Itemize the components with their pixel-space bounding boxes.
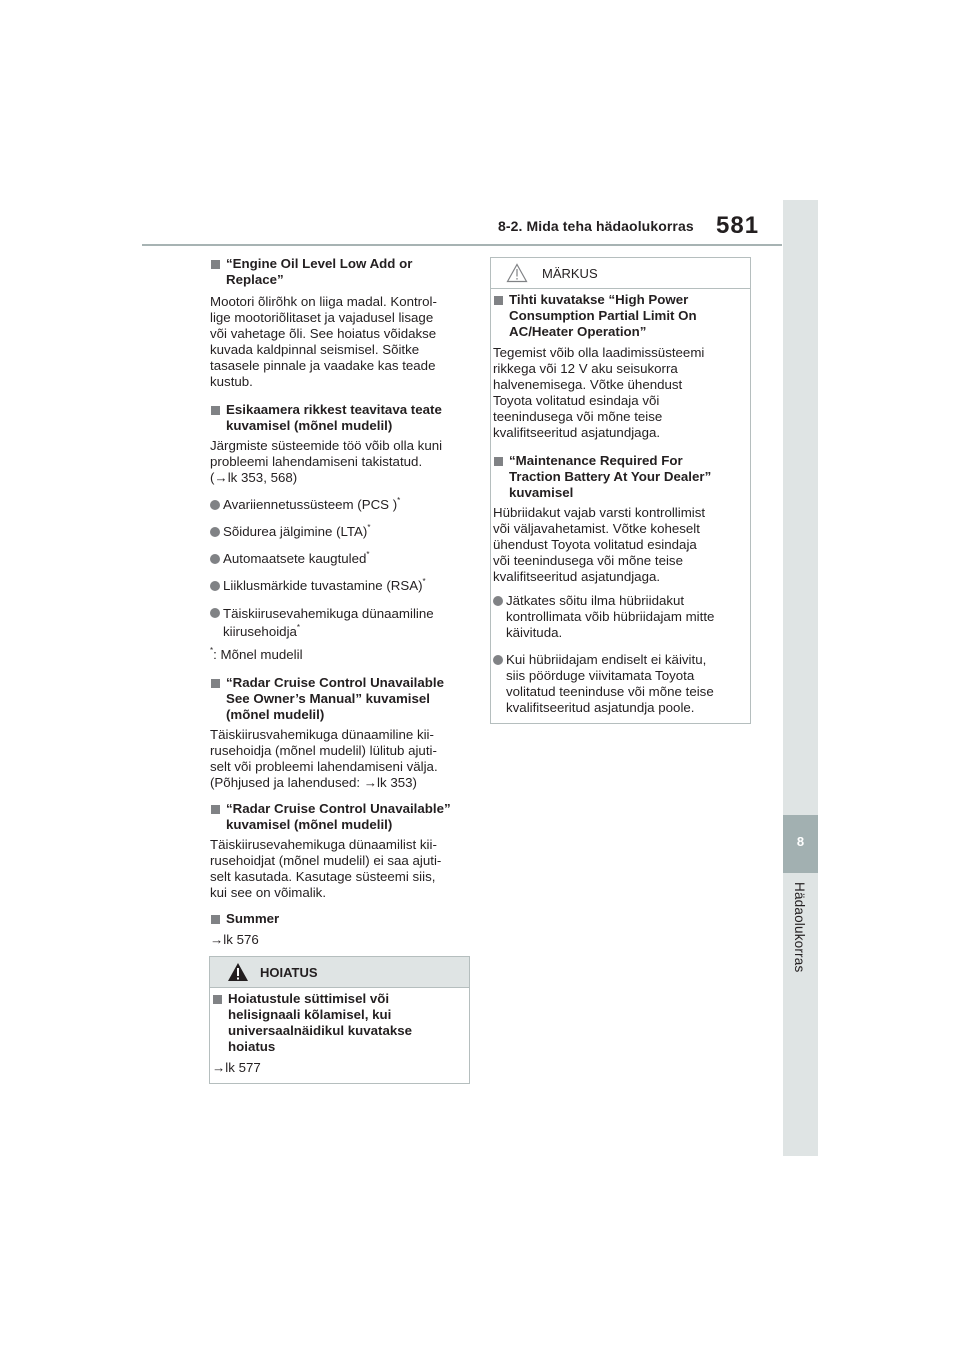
chapter-name-text: Hädaolukorras — [792, 882, 807, 973]
text-line: selt kasutada. Kasutage süsteemi siis, — [210, 869, 436, 884]
text-line: Järgmiste süsteemide töö võib olla kuni — [210, 438, 443, 453]
text-line: rikkega või 12 V aku seisukorra — [493, 361, 678, 376]
list-item — [210, 578, 472, 594]
footnote-marker: * — [367, 523, 371, 532]
chapter-side-tab — [783, 200, 818, 1156]
page-number: 581 — [716, 212, 760, 239]
list-item-text: käivituda. — [506, 625, 563, 640]
square-bullet-icon — [211, 805, 220, 814]
list-item-text: Liiklusmärkide tuvastamine (RSA) — [223, 578, 423, 593]
text-line: kuvada kaldpinnal seismisel. Sõitke — [210, 342, 420, 357]
text-line: või teenindusega või mõne teise — [493, 553, 683, 568]
text-line: kvalifitseeritud asjatundjaga. — [493, 569, 661, 584]
warning-content — [212, 991, 462, 1076]
footnote-marker: * — [397, 496, 401, 505]
text-line: või vahetage õli. See hoiatus võidakse — [210, 326, 437, 341]
round-bullet-icon — [210, 581, 220, 591]
list-item-text: volitatud teeninduse või mõne teise — [506, 684, 714, 699]
heading-line: Tihti kuvatakse “High Power — [509, 292, 689, 307]
square-bullet-icon — [494, 296, 503, 305]
heading-line: kuvamisel (mõnel mudelil) — [226, 418, 393, 433]
square-bullet-icon — [211, 915, 220, 924]
paragraph — [493, 345, 745, 441]
list-item-text: Avariiennetussüsteem (PCS ) — [223, 497, 398, 512]
page-reference-link[interactable]: →lk 577 — [212, 1060, 261, 1075]
chapter-number: 8 — [796, 834, 805, 849]
text-line: rusehoidjat (mõnel mudelil) ei saa ajuti- — [210, 853, 442, 868]
list-item-text: kontrollimata võib hübriidajam mitte — [506, 609, 715, 624]
page-reference-link[interactable]: (→lk 353, 568) — [210, 470, 298, 485]
warning-box — [209, 956, 470, 1084]
square-bullet-icon — [211, 679, 220, 688]
text-line: tasasele pinnale ja vaadake kas teade — [210, 358, 436, 373]
round-bullet-icon — [493, 655, 503, 665]
heading-line: Traction Battery At Your Dealer” — [509, 469, 712, 484]
heading-line: “Engine Oil Level Low Add or — [226, 256, 413, 271]
list-item-text: siis pöörduge viivitamata Toyota — [506, 668, 695, 683]
section-heading — [493, 453, 745, 501]
paragraph — [210, 727, 472, 791]
square-bullet-icon — [494, 457, 503, 466]
text-line: Tegemist võib olla laadimissüsteemi — [493, 345, 705, 360]
section-heading — [210, 256, 472, 288]
text-line: kui see on võimalik. — [210, 885, 327, 900]
text-line: või väljavahetamist. Võtke koheselt — [493, 521, 700, 536]
heading-line: AC/Heater Operation” — [509, 324, 647, 339]
heading-line: Replace” — [226, 272, 284, 287]
warning-label: HOIATUS — [260, 965, 318, 980]
list-item-text: kvalifitseeritud asjatundja poole. — [506, 700, 695, 715]
list-item-text: kiirusehoidja — [223, 624, 297, 639]
text-line: rusehoidja (mõnel mudelil) lülitub ajuti- — [210, 743, 437, 758]
paragraph — [210, 438, 472, 486]
paragraph — [210, 294, 472, 390]
list-item-text: Automaatsete kaugtuled — [223, 551, 367, 566]
heading-line: See Owner’s Manual” kuvamisel — [226, 691, 430, 706]
footnote-marker: * — [366, 550, 370, 559]
list-item-text: Kui hübriidajam endiselt ei käivitu, — [506, 652, 707, 667]
warning-box-header — [210, 957, 469, 988]
text-line: Täiskiirusvahemikuga dünaamiline kii- — [210, 727, 434, 742]
list-item — [210, 524, 472, 540]
heading-line: helisignaali kõlamisel, kui — [228, 1007, 392, 1022]
page-reference-link[interactable]: →lk 576 — [210, 932, 259, 947]
square-bullet-icon — [211, 260, 220, 269]
footnote — [210, 647, 472, 663]
list-item-text: Täiskiirusevahemikuga dünaamiline — [223, 606, 434, 621]
text-line: kvalifitseeritud asjatundjaga. — [493, 425, 661, 440]
footnote-text: : Mõnel mudelil — [213, 647, 303, 662]
heading-line: (mõnel mudelil) — [226, 707, 325, 722]
footnote-marker: * — [296, 623, 301, 632]
round-bullet-icon — [210, 608, 220, 618]
caution-triangle-icon — [506, 263, 528, 283]
list-item-text: Sõidurea jälgimine (LTA) — [223, 524, 368, 539]
text-line: Toyota volitatud esindaja või — [493, 393, 660, 408]
heading-line: Hoiatustule süttimisel või — [228, 991, 390, 1006]
round-bullet-icon — [210, 527, 220, 537]
round-bullet-icon — [493, 596, 503, 606]
notice-box-header — [491, 258, 750, 289]
list-item — [493, 652, 745, 716]
text-line: kustub. — [210, 374, 253, 389]
section-heading — [212, 991, 462, 1055]
section-heading — [493, 292, 745, 340]
notice-content — [493, 292, 745, 716]
text-line: Täiskiirusevahemikuga dünaamilist kii- — [210, 837, 437, 852]
square-bullet-icon — [213, 995, 222, 1004]
section-heading — [210, 911, 472, 927]
chapter-name — [783, 882, 818, 992]
heading-line: kuvamisel (mõnel mudelil) — [226, 817, 393, 832]
paragraph — [493, 505, 745, 585]
list-item — [210, 497, 472, 513]
heading-line: “Radar Cruise Control Unavailable” — [226, 801, 451, 816]
text-line: selt või probleemi lahendamiseni välja. — [210, 759, 438, 774]
heading-line: universaalnäidikul kuvatakse — [228, 1023, 413, 1038]
list-item-text: Jätkates sõitu ilma hübriidakut — [506, 593, 685, 608]
section-title: 8-2. Mida teha hädaolukorras — [498, 218, 694, 234]
heading-line: “Radar Cruise Control Unavailable — [226, 675, 444, 690]
header-rule — [142, 244, 782, 246]
section-heading — [210, 801, 472, 833]
section-heading — [210, 402, 472, 434]
heading-line: Summer — [226, 911, 280, 926]
paragraph — [210, 837, 472, 901]
footnote-marker: * — [422, 577, 426, 586]
heading-line: hoiatus — [228, 1039, 276, 1054]
text-line: probleemi lahendamiseni takistatud. — [210, 454, 423, 469]
list-item — [210, 551, 472, 567]
list-item — [210, 605, 472, 641]
square-bullet-icon — [211, 406, 220, 415]
footnote-marker: * — [210, 646, 214, 655]
page-reference-link[interactable]: (Põhjused ja lahendused: →lk 353) — [210, 775, 417, 790]
warning-triangle-icon — [227, 962, 249, 982]
notice-label: MÄRKUS — [542, 266, 598, 281]
round-bullet-icon — [210, 500, 220, 510]
text-line: Hübriidakut vajab varsti kontrollimist — [493, 505, 706, 520]
heading-line: “Maintenance Required For — [509, 453, 683, 468]
list-item — [493, 593, 745, 641]
text-line: Mootori õlirõhk on liiga madal. Kontrol- — [210, 294, 437, 309]
text-line: lige mootoriõlitaset ja vajadusel lisage — [210, 310, 434, 325]
text-line: ühendust Toyota volitatud esindaja — [493, 537, 697, 552]
round-bullet-icon — [210, 554, 220, 564]
section-heading — [210, 675, 472, 723]
text-line: teenindusega või mõne teise — [493, 409, 663, 424]
left-column — [210, 256, 472, 948]
heading-line: kuvamisel — [509, 485, 574, 500]
notice-box — [490, 257, 751, 724]
text-line: halvenemisega. Võtke ühendust — [493, 377, 683, 392]
heading-line: Consumption Partial Limit On — [509, 308, 697, 323]
heading-line: Esikaamera rikkest teavitava teate — [226, 402, 442, 417]
